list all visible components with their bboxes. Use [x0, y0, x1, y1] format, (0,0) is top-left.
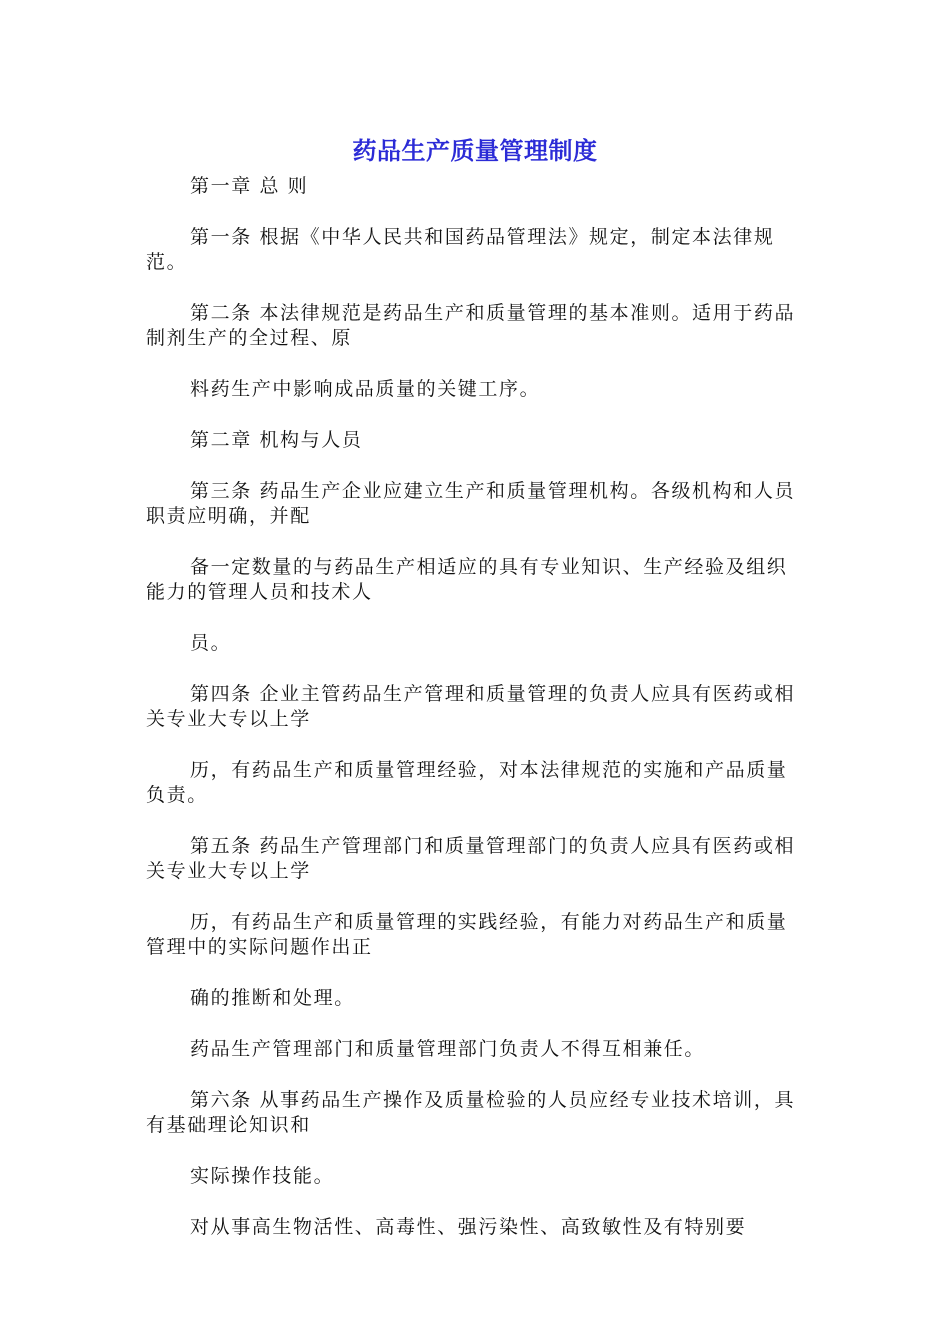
paragraph: 实际操作技能。	[190, 1165, 335, 1187]
paragraph: 对从事高生物活性、高毒性、强污染性、高致敏性及有特别要	[190, 1216, 747, 1238]
paragraph: 第五条 药品生产管理部门和质量管理部门的负责人应具有医药或相关专业大专以上学	[146, 835, 796, 882]
paragraph: 第六条 从事药品生产操作及质量检验的人员应经专业技术培训，具有基础理论知识和	[146, 1089, 796, 1136]
document-title: 药品生产质量管理制度	[352, 137, 598, 165]
paragraph: 历，有药品生产和质量管理的实践经验，有能力对药品生产和质量管理中的实际问题作出正	[146, 911, 788, 958]
paragraph: 历，有药品生产和质量管理经验，对本法律规范的实施和产品质量负责。	[146, 759, 788, 806]
paragraph: 第二条 本法律规范是药品生产和质量管理的基本准则。适用于药品制剂生产的全过程、原	[146, 302, 796, 349]
paragraph: 备一定数量的与药品生产相适应的具有专业知识、生产经验及组织能力的管理人员和技术人	[146, 556, 788, 603]
paragraph: 员。	[190, 632, 232, 654]
paragraph: 第三条 药品生产企业应建立生产和质量管理机构。各级机构和人员职责应明确，并配	[146, 480, 796, 527]
paragraph: 料药生产中影响成品质量的关键工序。	[190, 378, 541, 400]
chapter-heading: 第二章 机构与人员	[190, 429, 363, 451]
document-body	[146, 170, 806, 1266]
paragraph: 第一条 根据《中华人民共和国药品管理法》规定，制定本法律规范。	[146, 226, 775, 273]
paragraph: 第四条 企业主管药品生产管理和质量管理的负责人应具有医药或相关专业大专以上学	[146, 683, 796, 730]
paragraph: 药品生产管理部门和质量管理部门负责人不得互相兼任。	[190, 1038, 706, 1060]
paragraph: 确的推断和处理。	[190, 987, 355, 1009]
chapter-heading: 第一章 总 则	[190, 175, 309, 197]
